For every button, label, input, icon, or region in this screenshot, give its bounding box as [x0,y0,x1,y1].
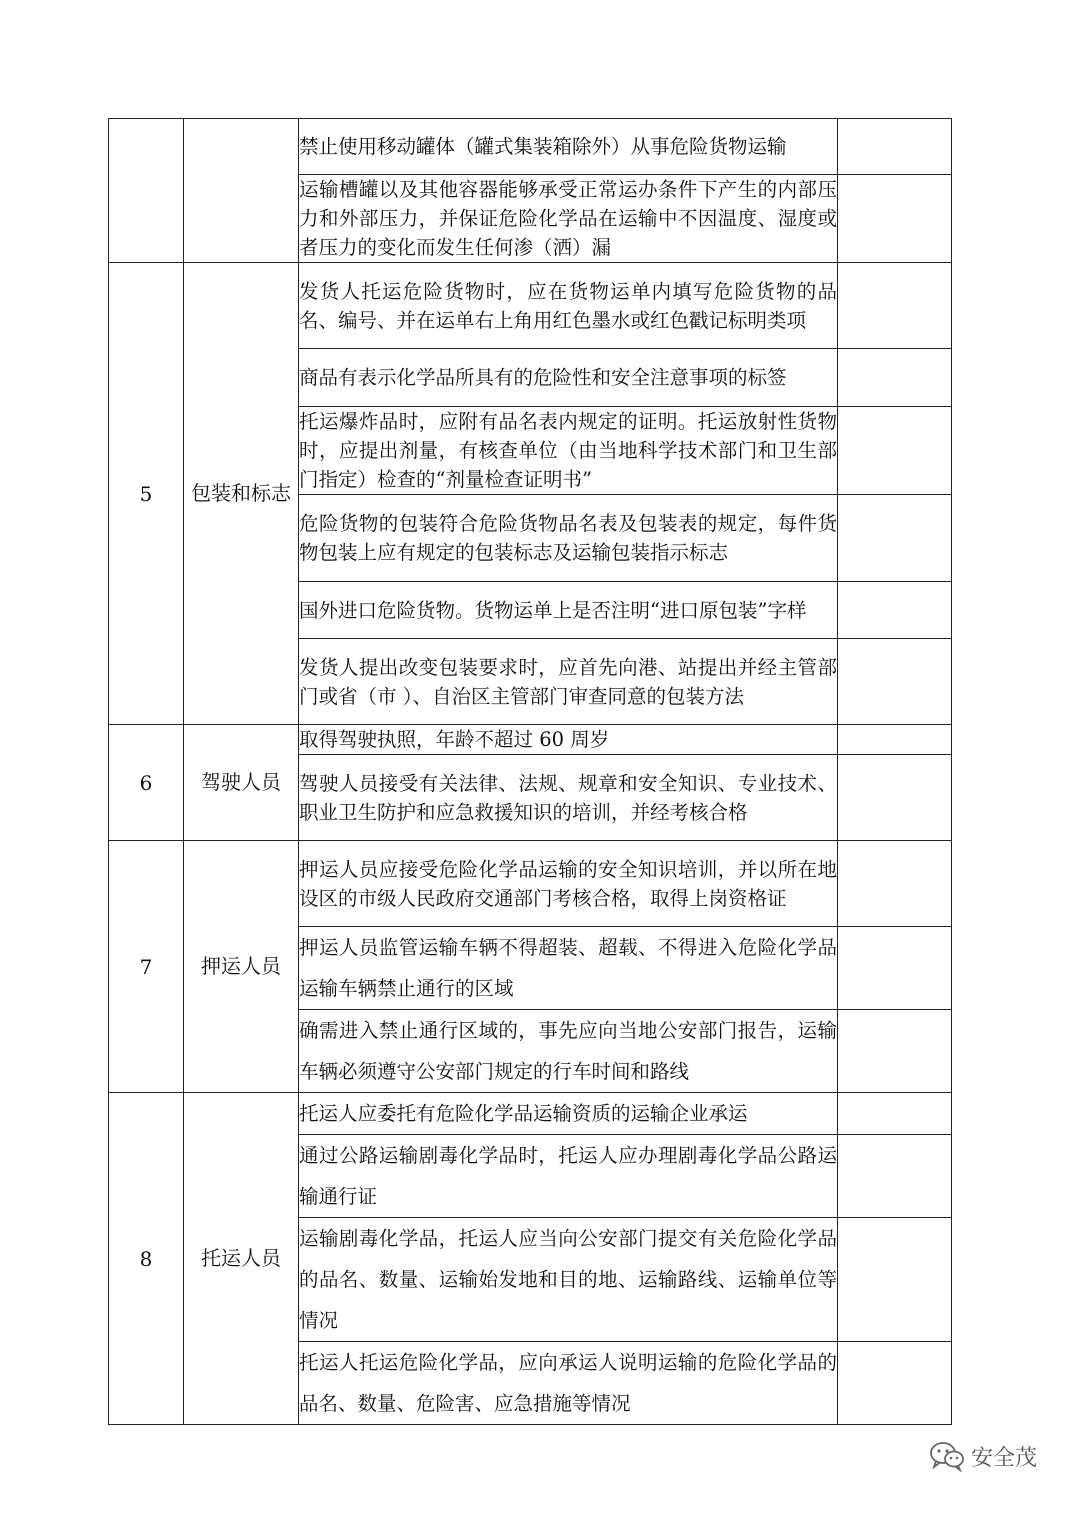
table-row [109,1093,952,1135]
check-item-text: 托运人托运危险化学品，应向承运人说明运输的危险化学品的品名、数量、危险害、应急措施等情况 [299,1342,838,1425]
check-result-cell [838,1342,952,1425]
check-result-cell [838,119,952,175]
section-number: 7 [109,841,184,1093]
section-category: 托运人员 [184,1093,299,1425]
check-item-text: 取得驾驶执照，年龄不超过 60 周岁 [299,725,838,755]
check-result-cell [838,349,952,407]
table-row [109,119,952,175]
check-item-text: 押运人员监管运输车辆不得超装、超载、不得进入危险化学品运输车辆禁止通行的区域 [299,927,838,1010]
check-item-text: 托运爆炸品时，应附有品名表内规定的证明。托运放射性货物时，应提出剂量，有核查单位（由当地科学技术部门和卫生部门指定）检查的“剂量检查证明书” [299,407,838,495]
check-result-cell [838,582,952,639]
check-result-cell [838,1135,952,1218]
table-row [109,725,952,755]
check-item-text: 国外进口危险货物。货物运单上是否注明“进口原包装”字样 [299,582,838,639]
section-category: 驾驶人员 [184,725,299,841]
check-result-cell [838,175,952,263]
watermark-text: 安全茂 [971,1445,1038,1471]
section-number: 6 [109,725,184,841]
check-item-text: 确需进入禁止通行区域的，事先应向当地公安部门报告，运输车辆必须遵守公安部门规定的行车时间和路线 [299,1010,838,1093]
wechat-icon [929,1440,965,1472]
check-item-text: 禁止使用移动罐体（罐式集装箱除外）从事危险货物运输 [299,119,838,175]
check-item-text: 通过公路运输剧毒化学品时，托运人应办理剧毒化学品公路运输通行证 [299,1135,838,1218]
check-item-text: 商品有表示化学品所具有的危险性和安全注意事项的标签 [299,349,838,407]
check-item-text: 运输剧毒化学品，托运人应当向公安部门提交有关危险化学品的品名、数量、运输始发地和目的地、运输路线、运输单位等情况 [299,1218,838,1342]
check-item-text: 托运人应委托有危险化学品运输资质的运输企业承运 [299,1093,838,1135]
check-result-cell [838,841,952,927]
check-result-cell [838,725,952,755]
check-item-text: 发货人托运危险货物时，应在货物运单内填写危险货物的品名、编号、并在运单右上角用红色墨水或红色戳记标明类项 [299,263,838,349]
table-row [109,841,952,927]
check-result-cell [838,407,952,495]
check-result-cell [838,495,952,582]
watermark [929,1436,1037,1476]
section-category: 押运人员 [184,841,299,1093]
table-row [109,263,952,349]
section-category: 包装和标志 [184,263,299,725]
section-number: 5 [109,263,184,725]
check-result-cell [838,927,952,1010]
check-item-text: 发货人提出改变包装要求时，应首先向港、站提出并经主管部门或省（市 ）、自治区主管部门审查同意的包装方法 [299,639,838,725]
check-item-text: 运输槽罐以及其他容器能够承受正常运办条件下产生的内部压力和外部压力，并保证危险化学品在运输中不因温度、湿度或者压力的变化而发生任何渗（洒）漏 [299,175,838,263]
section-number: 8 [109,1093,184,1425]
checklist-table [108,118,952,1425]
check-result-cell [838,1218,952,1342]
check-result-cell [838,639,952,725]
check-item-text: 驾驶人员接受有关法律、法规、规章和安全知识、专业技术、职业卫生防护和应急救援知识的培训，并经考核合格 [299,755,838,841]
section-category [184,119,299,263]
check-result-cell [838,1010,952,1093]
check-result-cell [838,755,952,841]
section-number [109,119,184,263]
check-result-cell [838,263,952,349]
check-result-cell [838,1093,952,1135]
check-item-text: 危险货物的包装符合危险货物品名表及包装表的规定，每件货物包装上应有规定的包装标志及运输包装指示标志 [299,495,838,582]
check-item-text: 押运人员应接受危险化学品运输的安全知识培训，并以所在地设区的市级人民政府交通部门考核合格，取得上岗资格证 [299,841,838,927]
